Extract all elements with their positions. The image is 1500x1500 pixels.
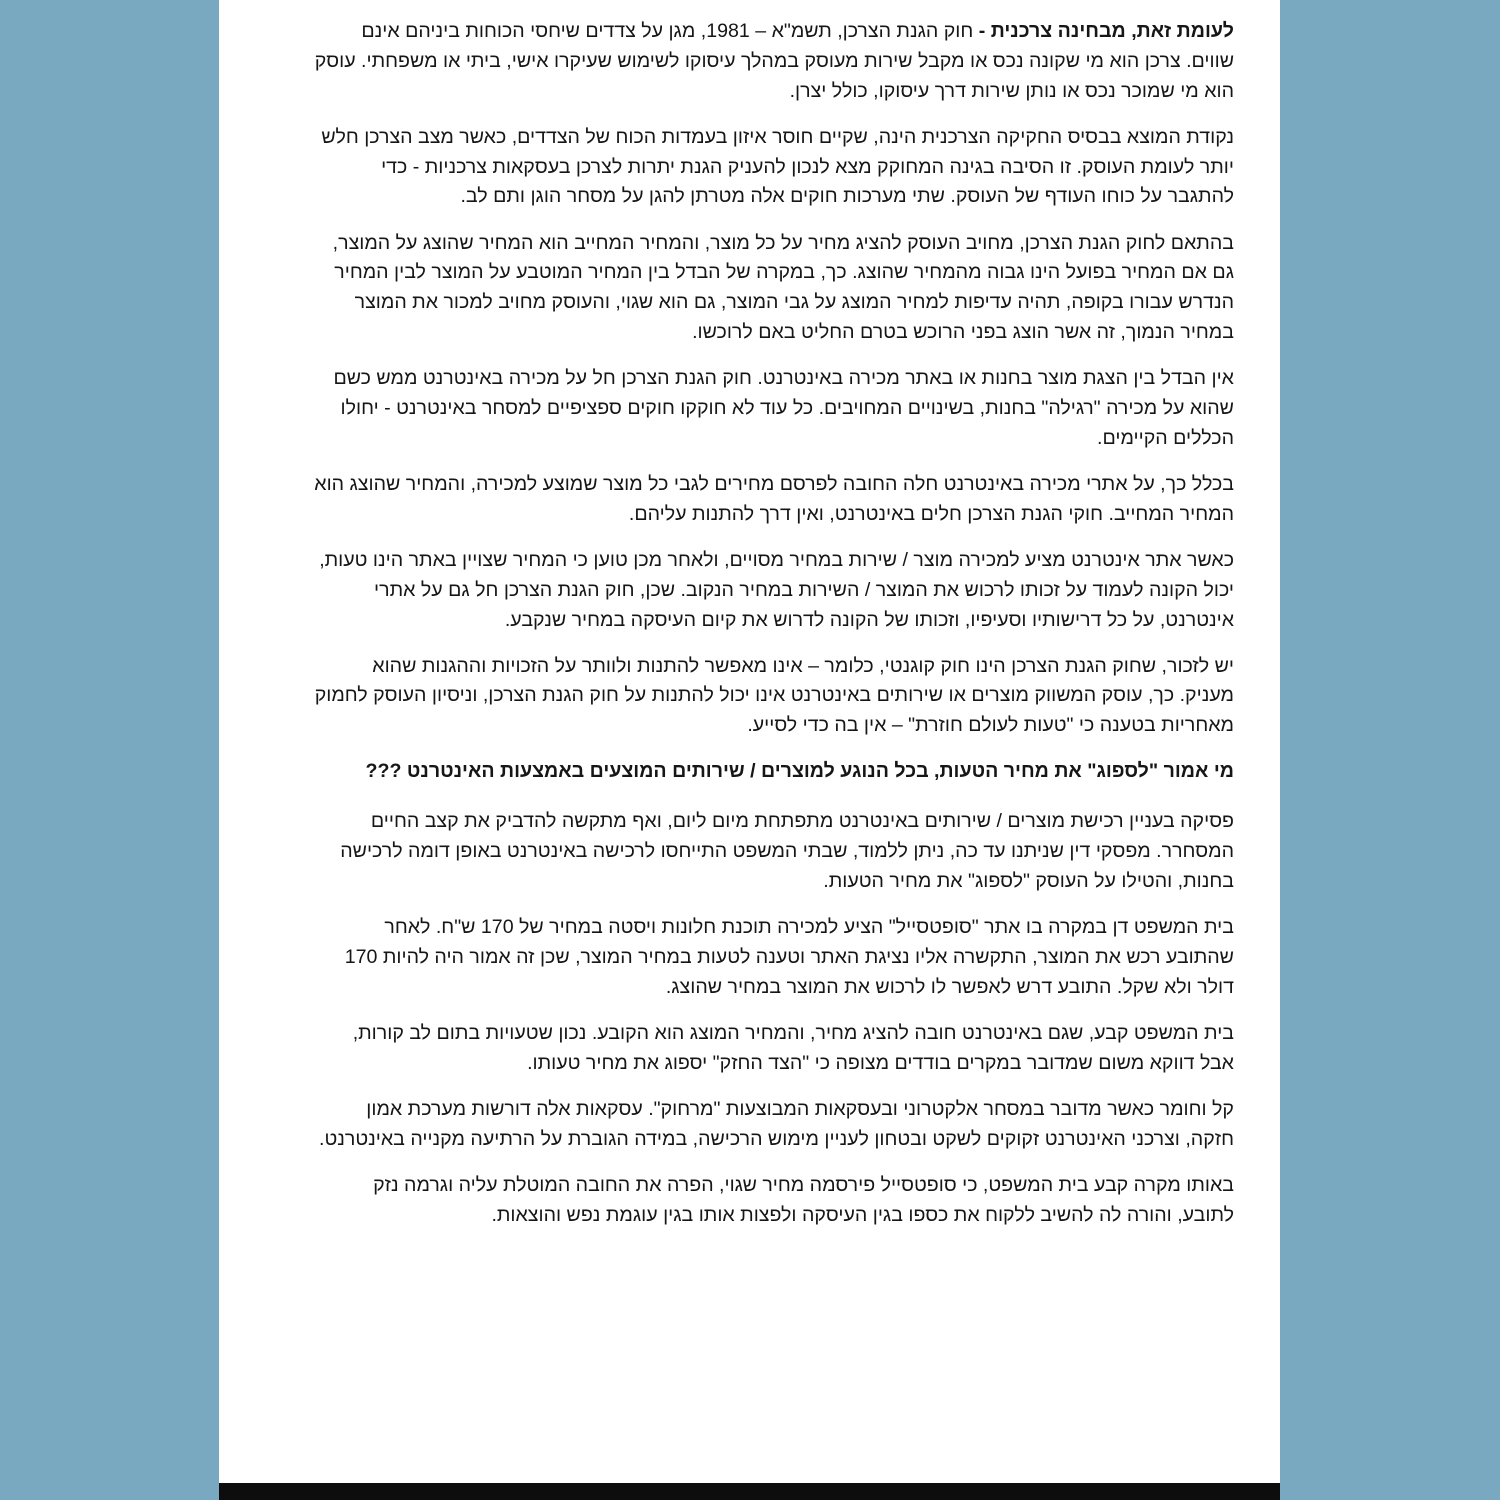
document-page: [219, 0, 1280, 1483]
section-heading: מי אמור "לספוג" את מחיר הטעות, בכל הנוגע למוצרים / שירותים המוצעים באמצעות האינטרנט ???: [365, 760, 1234, 783]
paragraph-price-display: בהתאם לחוק הגנת הצרכן, מחויב העוסק להציג מחיר על כל מוצר, והמחיר המחייב הוא המחיר שהוצג על המוצר, גם אם המחיר בפועל הינו גבוה מהמחיר שהוצג. כך, במקרה של הבדל בין המחיר המוטבע על המוצר לבין המחיר הנדרש עבורו בקופה, תהיה עדיפות למחיר המוצג על גבי המוצר, גם הוא שגוי, והעוסק מחויב למכור את המוצר במחיר הנמוך, זה אשר הוצג בפני הרוכש בטרם החליט באם לרוכשו.: [332, 231, 1234, 343]
paragraph-court-ruling: בית המשפט קבע, שגם באינטרנט חובה להציג מחיר, והמחיר המוצג הוא הקובע. נכון שטעויות בתום לב קורות, אבל דווקא משום שמדובר במקרים בודדים מצופה כי "הצד החזק" יספוג את מחיר טעותו.: [352, 1021, 1234, 1074]
paragraph-cogent-law: יש לזכור, שחוק הגנת הצרכן הינו חוק קוגנטי, כלומר – אינו מאפשר להתנות ולוותר על הזכויות וההגנות שהוא מעניק. כך, עוסק המשווק מוצרים או שירותים באינטרנט אינו יכול להתנות על חוק הגנת הצרכן, וניסיון העוסק לחמוק מאחריות בטענה כי "טעות לעולם חוזרת" – אין בה כדי לסייע.: [314, 654, 1234, 737]
paragraph-e-commerce-trust: קל וחומר כאשר מדובר במסחר אלקטרוני ובעסקאות המבוצעות "מרחוק". עסקאות אלה דורשות מערכת אמון חזקה, וצרכני האינטרנט זקוקים לשקט ובטחון לעניין מימוש הרכישה, במידה הגוברת על הרתיעה מקנייה באינטרנט.: [319, 1097, 1234, 1150]
paragraph-lead: לעומת זאת, מבחינה צרכנית -: [978, 20, 1234, 42]
paragraph-price-publication: בכלל כך, על אתרי מכירה באינטרנט חלה החובה לפרסם מחירים לגבי כל מוצר שמוצע למכירה, והמחיר שהוצג הוא המחיר המחייב. חוקי הגנת הצרכן חלים באינטרנט, ואין דרך להתנות עליהם.: [314, 472, 1234, 525]
paragraph-softsale-case: בית המשפט דן במקרה בו אתר "סופטסייל" הציע למכירה תוכנת חלונות ויסטה במחיר של 170 ש"ח. לאחר שהתובע רכש את המוצר, התקשרה אליו נציגת האתר וטענה לטעות במחיר המוצר, שכן זה אמור היה להיות 170 דולר ולא שקל. התובע דרש לאפשר לו לרכוש את המוצר במחיר שהוצג.: [344, 916, 1234, 998]
paragraph-internet-same-as-store: אין הבדל בין הצגת מוצר בחנות או באתר מכירה באינטרנט. חוק הגנת הצרכן חל על מכירה באינטרנט ממש כשם שהוא על מכירה "רגילה" בחנות, בשינויים המחויבים. כל עוד לא חוקקו חוקים ספציפיים למסחר באינטרנט - יחולו הכללים הקיימים.: [333, 367, 1234, 449]
document-body: [314, 17, 1234, 1247]
paragraph-compensation: באותו מקרה קבע בית המשפט, כי סופטסייל פירסמה מחיר שגוי, הפרה את החובה המוטלת עליה וגרמה נזק לתובע, והורה לה להשיב ללקוח את כספו בגין העיסקה ולפצות אותו בגין עוגמת נפש והוצאות.: [373, 1173, 1234, 1226]
page-bottom-edge: [219, 1483, 1280, 1500]
paragraph-case-law: פסיקה בעניין רכישת מוצרים / שירותים באינטרנט מתפתחת מיום ליום, ואף מתקשה להדביק את קצב החיים המסחרר. מפסקי דין שניתנו עד כה, ניתן ללמוד, שבתי המשפט התייחסו לרכישה באינטרנט באופן דומה לרכישה בחנות, והטילו על העוסק "לספוג" את מחיר הטעות.: [340, 810, 1234, 892]
paragraph-price-error-claim: כאשר אתר אינטרנט מציע למכירה מוצר / שירות במחיר מסויים, ולאחר מכן טוען כי המחיר שצויין באתר הינו טעות, יכול הקונה לעמוד על זכותו לרכוש את המוצר / השירות במחיר הנקוב. שכן, חוק הגנת הצרכן חל גם על אתרי אינטרנט, על כל דרישותיו וסעיפיו, וזכותו של הקונה לדרוש את קיום העיסקה במחיר שנקבע.: [319, 548, 1234, 631]
paragraph-text: חוק הגנת הצרכן, תשמ"א – 1981, מגן על צדדים שיחסי הכוחות ביניהם אינם שווים. צרכן הוא מי שקונה נכס או מקבל שירות מעוסק במהלך עיסוקו לשימוש שעיקרו אישי, ביתי או משפחתי. עוסק הוא מי שמוכר נכס או נותן שירות דרך עיסוקו, כולל יצרן.: [314, 20, 1234, 102]
paragraph-consumer-law-intro: [314, 17, 1234, 106]
paragraph-power-imbalance: נקודת המוצא בבסיס החקיקה הצרכנית הינה, שקיים חוסר איזון בעמדות הכוח של הצדדים, כאשר מצב הצרכן חלש יותר לעומת העוסק. זו הסיבה בגינה המחוקק מצא לנכון להעניק הגנת יתרות לצרכן בעסקאות צרכניות - כדי להתגבר על כוחו העודף של העוסק. שתי מערכות חוקים אלה מטרתן להגן על מסחר הוגן ותם לב.: [321, 125, 1234, 208]
